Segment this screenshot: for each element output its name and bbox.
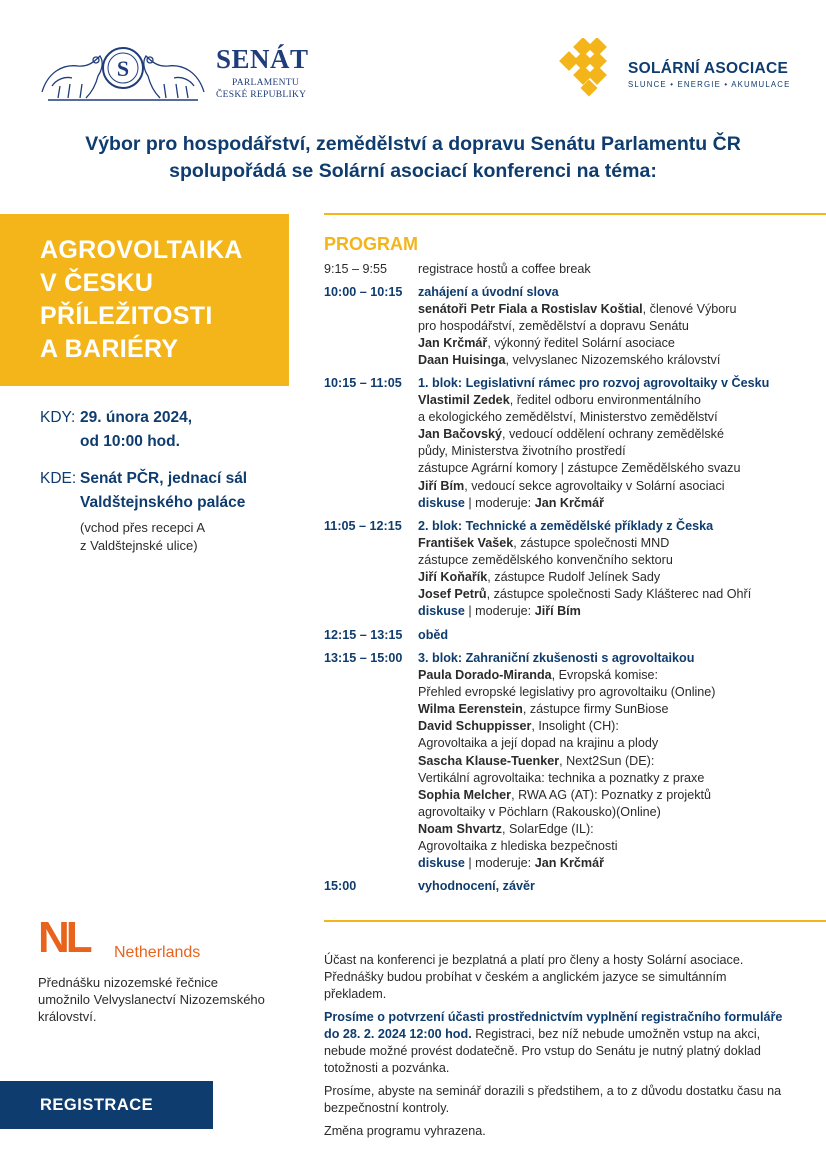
netherlands-logo-letters: NL: [38, 913, 89, 962]
netherlands-logo: [38, 913, 228, 966]
when-label: KDY:: [40, 409, 76, 426]
program-time: 10:15 – 11:05: [324, 376, 402, 390]
registration-deadline: Prosíme o potvrzení účasti prostřednictvím vyplnění registračního formuláře do 28. 2. 2024 12:00 hod.: [324, 1010, 783, 1041]
speaker-role: , velvyslanec Nizozemského království: [505, 353, 721, 368]
info-paragraph-2: [324, 1009, 792, 1077]
speaker-role: , zástupce Rudolf Jelínek Sady: [487, 570, 661, 585]
program-time: 9:15 – 9:55: [324, 262, 388, 276]
program-heading: PROGRAM: [324, 234, 418, 254]
senat-subtitle-1: PARLAMENTU: [232, 78, 300, 88]
where-label: KDE:: [40, 470, 77, 487]
speaker-name: Paula Dorado-Miranda: [418, 668, 552, 683]
speaker-role: Přehled evropské legislativy pro agrovoltaiku (Online): [418, 685, 716, 700]
senat-name: SENÁT: [216, 44, 309, 74]
moderator-label: | moderuje:: [464, 856, 535, 871]
program-bottom-divider: [324, 920, 826, 922]
program-block-title: 1. blok: Legislativní rámec pro rozvoj agrovoltaiky v Česku: [418, 376, 770, 390]
speaker-name: David Schuppisser: [418, 719, 532, 734]
speaker-role: , členové Výboru: [642, 302, 737, 317]
when-date: 29. února 2024,: [80, 409, 193, 426]
where-note-1: (vchod přes recepci A: [80, 520, 206, 535]
speaker-role: Agrovoltaika z hlediska bezpečnosti: [418, 839, 618, 854]
solar-association-logo: [556, 38, 796, 98]
solar-association-name: SOLÁRNÍ ASOCIACE: [628, 60, 789, 77]
program-block-title: vyhodnocení, závěr: [418, 879, 535, 893]
speaker-role: pro hospodářství, zemědělství a dopravu Senátu: [418, 319, 689, 334]
intro-line-2: spolupořádá se Solární asociací konferenci na téma:: [169, 160, 657, 182]
speaker-role: , ředitel odboru environmentálního: [509, 393, 701, 408]
speaker-role: , Evropská komise:: [551, 668, 659, 683]
discussion-label: diskuse: [418, 604, 465, 619]
senat-crest-icon: [38, 42, 208, 104]
speaker-role: , výkonný ředitel Solární asociace: [487, 336, 675, 351]
program-time: 13:15 – 15:00: [324, 651, 403, 665]
senat-subtitle-2: ČESKÉ REPUBLIKY: [216, 90, 307, 100]
speaker-name: Jiří Koňařík: [418, 570, 488, 585]
moderator-label: | moderuje:: [464, 604, 535, 619]
program-top-divider: [324, 213, 826, 215]
speaker-name: senátoři Petr Fiala a Rostislav Koštial: [418, 302, 643, 317]
moderator-label: | moderuje:: [464, 495, 535, 510]
speaker-name: Vlastimil Zedek: [418, 393, 510, 408]
speaker-role: , zástupce společnosti MND: [513, 536, 670, 551]
speaker-name: Jiří Bím: [418, 478, 465, 493]
title-line-4: A BARIÉRY: [40, 335, 179, 363]
speaker-name: Josef Petrů: [418, 587, 487, 602]
speaker-name: Jan Krčmář: [418, 336, 488, 351]
senat-logo: [38, 42, 328, 104]
info-paragraph-3: Prosíme, abyste na seminář dorazili s předstihem, a to z důvodu dostatku času na bezpečnostní kontroly.: [324, 1084, 782, 1115]
speaker-role: , zástupce společnosti Sady Klášterec nad Ohří: [486, 587, 752, 602]
speaker-name: Wilma Eerenstein: [418, 702, 523, 717]
where-note-2: z Valdštejnské ulice): [80, 538, 198, 553]
program-block-title: 3. blok: Zahraniční zkušenosti s agrovoltaikou: [418, 651, 695, 665]
program-block-title: oběd: [418, 628, 449, 642]
speaker-name: Sascha Klause-Tuenker: [418, 753, 560, 768]
speaker-role: , Next2Sun (DE):: [559, 753, 655, 768]
speaker-name: Daan Huisinga: [418, 353, 506, 368]
discussion-label: diskuse: [418, 495, 465, 510]
speaker-role: zástupce Agrární komory | zástupce Zemědělského svazu: [418, 461, 741, 476]
program-item: registrace hostů a coffee break: [418, 262, 591, 276]
info-paragraph-4: Změna programu vyhrazena.: [324, 1124, 486, 1138]
speaker-name: Sophia Melcher: [418, 787, 512, 802]
speaker-name: Jan Bačovský: [418, 427, 503, 442]
program-time: 15:00: [324, 879, 357, 893]
registration-button[interactable]: REGISTRACE: [0, 1081, 213, 1129]
speaker-role: , Insolight (CH):: [531, 719, 619, 734]
speaker-role: , vedoucí oddělení ochrany zemědělské: [502, 427, 724, 442]
program-block-title: 2. blok: Technické a zemědělské příklady z Česka: [418, 519, 714, 533]
svg-text:S: S: [116, 56, 130, 81]
speaker-role: , zástupce firmy SunBiose: [522, 702, 669, 717]
event-title-box: [0, 214, 289, 386]
program-time: 11:05 – 12:15: [324, 519, 402, 533]
speaker-role: , SolarEdge (IL):: [501, 821, 594, 836]
title-line-2: V ČESKU: [40, 269, 154, 297]
speaker-name: Noam Shvartz: [418, 821, 502, 836]
moderator-name: Jiří Bím: [534, 604, 581, 619]
moderator-name: Jan Krčmář: [534, 495, 604, 510]
solar-panel-icon: [556, 38, 620, 98]
speaker-role: a ekologického zemědělství, Ministerstvo zemědělství: [418, 410, 718, 425]
netherlands-logo-text: Netherlands: [114, 944, 201, 961]
info-block: [324, 952, 792, 1146]
where-line-2: Valdštejnského paláce: [80, 494, 246, 511]
program-time: 10:00 – 10:15: [324, 285, 403, 299]
speaker-role: , vedoucí sekce agrovoltaiky v Solární asociaci: [464, 478, 725, 493]
where-line-1: Senát PČR, jednací sál: [80, 470, 248, 487]
intro-line-1: Výbor pro hospodářství, zemědělství a dopravu Senátu Parlamentu ČR: [85, 133, 741, 155]
speaker-role: Agrovoltaika a její dopad na krajinu a plody: [418, 736, 659, 751]
title-line-3: PŘÍLEŽITOSTI: [40, 302, 213, 330]
registration-note: Registraci, bez níž nebude umožněn vstup na akci, nebude možné provést dodatečně. Pro vstup do Senátu je nutný platný doklad totožnosti a pozvánka.: [324, 1027, 761, 1075]
speaker-role: zástupce zemědělského konvenčního sektoru: [418, 553, 673, 568]
title-line-1: AGROVOLTAIKA: [40, 236, 243, 264]
solar-association-tagline: SLUNCE • ENERGIE • AKUMULACE: [628, 80, 791, 89]
discussion-label: diskuse: [418, 856, 465, 871]
intro-heading: [20, 131, 806, 185]
moderator-name: Jan Krčmář: [534, 856, 604, 871]
program-block-title: zahájení a úvodní slova: [418, 285, 559, 299]
info-paragraph-1: Účast na konferenci je bezplatná a platí pro členy a hosty Solární asociace. Přednášky budou probíhat v českém a anglickém jazyce se simultánním překladem.: [324, 953, 744, 1001]
when-time: od 10:00 hod.: [80, 433, 180, 450]
speaker-role: Vertikální agrovoltaika: technika a poznatky z praxe: [418, 770, 705, 785]
speaker-role: , RWA AG (AT): Poznatky z projektů: [511, 787, 712, 802]
speaker-role: agrovoltaiky v Pöchlarn (Rakousko)(Online): [418, 804, 661, 819]
program-time: 12:15 – 13:15: [324, 628, 403, 642]
speaker-role: půdy, Ministerstva životního prostředí: [418, 444, 626, 459]
netherlands-note: Přednášku nizozemské řečnice umožnilo Velvyslanectví Nizozemského království.: [38, 975, 265, 1024]
speaker-name: František Vašek: [418, 536, 514, 551]
